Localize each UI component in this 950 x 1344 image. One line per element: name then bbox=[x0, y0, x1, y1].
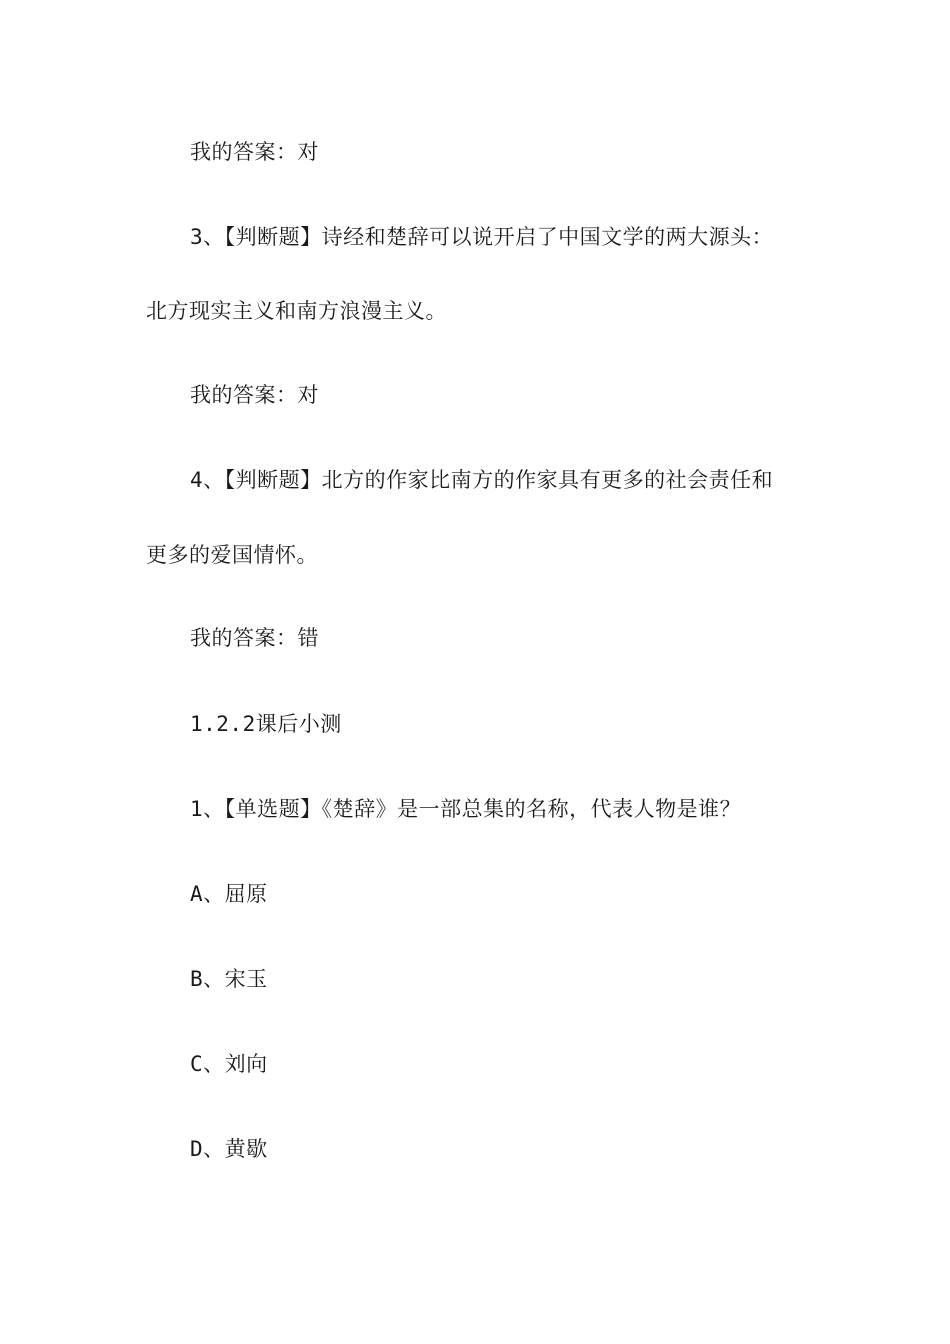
option-d: D、黄歇 bbox=[190, 1137, 268, 1161]
option-c: C、刘向 bbox=[190, 1052, 268, 1076]
question-4-line-2: 更多的爱国情怀。 bbox=[146, 543, 318, 567]
question-1-line: 1、【单选题】《楚辞》是一部总集的名称，代表人物是谁？ bbox=[190, 797, 742, 821]
option-b: B、宋玉 bbox=[190, 967, 268, 991]
answer-line-q2: 我的答案：对 bbox=[190, 140, 319, 164]
option-a: A、屈原 bbox=[190, 882, 268, 906]
answer-line-q4: 我的答案：错 bbox=[190, 626, 319, 650]
section-heading: 1.2.2课后小测 bbox=[190, 712, 342, 736]
question-3-line-2: 北方现实主义和南方浪漫主义。 bbox=[146, 299, 447, 323]
question-4-line-1: 4、【判断题】北方的作家比南方的作家具有更多的社会责任和 bbox=[190, 468, 774, 492]
answer-line-q3: 我的答案：对 bbox=[190, 383, 319, 407]
question-3-line-1: 3、【判断题】诗经和楚辞可以说开启了中国文学的两大源头： bbox=[190, 225, 774, 249]
